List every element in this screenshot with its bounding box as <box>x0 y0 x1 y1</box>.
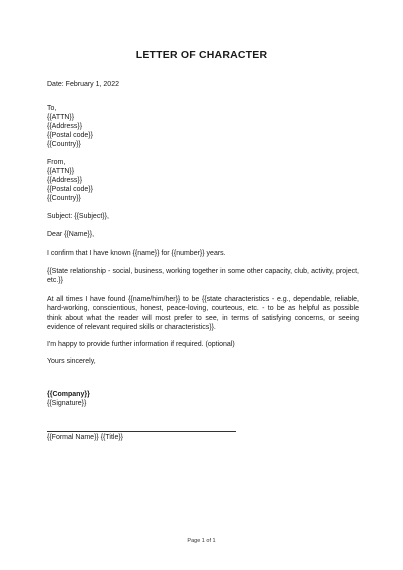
to-address: {{Address}} <box>47 123 83 130</box>
page-number: Page 1 of 1 <box>187 538 216 544</box>
letter-title: LETTER OF CHARACTER <box>135 49 268 61</box>
from-label: From, <box>47 159 66 166</box>
from-country: {{Country}} <box>47 195 81 202</box>
paragraph-further-info: I'm happy to provide further information if required. (optional) <box>47 341 235 348</box>
signature-placeholder: {{Signature}} <box>47 400 87 407</box>
to-country: {{Country}} <box>47 141 81 148</box>
to-postal-code: {{Postal code}} <box>47 132 93 139</box>
from-postal-code: {{Postal code}} <box>47 186 93 193</box>
to-label: To, <box>47 105 57 112</box>
paragraph-relationship: {{State relationship - social, business, working together in some other capacity, club, activity, project, etc.}} <box>47 268 359 285</box>
company-name: {{Company}} <box>47 391 90 398</box>
paragraph-characteristics: At all times I have found {{name/him/her}} to be {{state characteristics - e.g., dependable, reliable, hard-working, conscientious, honest, peace-loving, courteous, etc. - to be as helpful as possible think about what the reader will most prefer to see, in terms of satisfying concerns, or seeing evidence of relevant required skills or characteristics}}. <box>47 296 359 332</box>
from-attn: {{ATTN}} <box>47 168 75 175</box>
paragraph-known-duration: I confirm that I have known {{name}} for {{number}} years. <box>47 250 226 257</box>
from-address: {{Address}} <box>47 177 83 184</box>
to-attn: {{ATTN}} <box>47 114 75 121</box>
salutation: Dear {{Name}}, <box>47 231 95 238</box>
closing: Yours sincerely, <box>47 358 96 365</box>
subject-line: Subject: {{Subject}}, <box>47 213 109 220</box>
formal-name-title: {{Formal Name}} {{Title}} <box>47 434 124 441</box>
signature-rule <box>47 431 236 432</box>
date-line: Date: February 1, 2022 <box>47 81 119 88</box>
